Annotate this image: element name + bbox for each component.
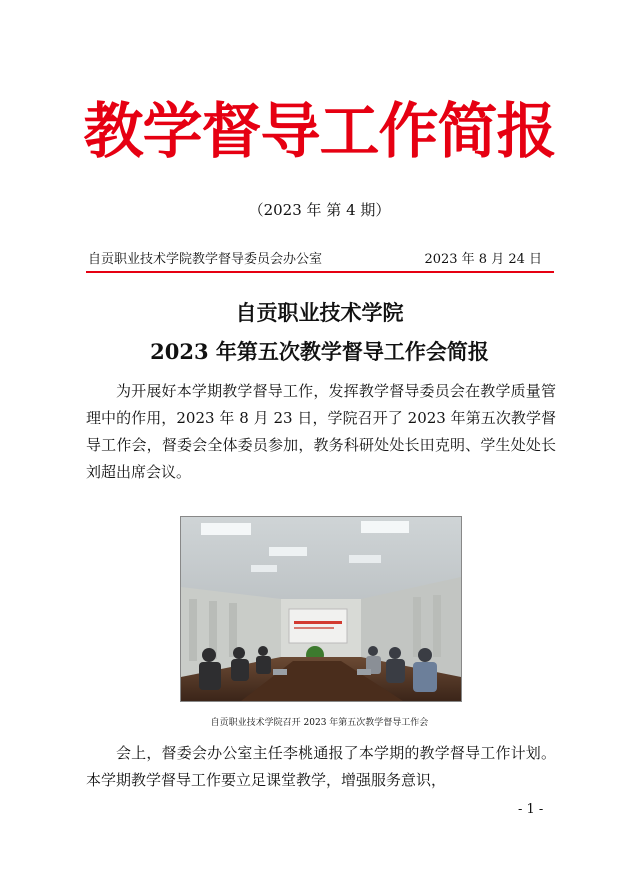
issuing-office: 自贡职业技术学院教学督导委员会办公室	[88, 252, 323, 267]
article-paragraph-2: 会上，督委会办公室主任李桃通报了本学期的教学督导工作计划。本学期教学督导工作要立足课堂教学，增强服务意识，	[86, 744, 556, 789]
article-paragraph-1: 为开展好本学期教学督导工作，发挥教学督导委员会在教学质量管理中的作用，2023 年 8 月 23 日，学院召开了 2023 年第五次教学督导工作会，督委会全体委员参加，教务科研处处长田克明、学生处处长刘超出席会议。	[86, 382, 556, 481]
header-line	[86, 250, 552, 270]
issue-date: 2023 年 8 月 24 日	[424, 252, 542, 267]
meeting-photo-illustration	[181, 517, 461, 701]
issue-number: （2023 年 第 4 期）	[248, 201, 391, 219]
header-red-rule	[86, 271, 554, 273]
meeting-photo	[180, 516, 462, 702]
article-title-line2: 2023 年第五次教学督导工作会简报	[150, 339, 489, 364]
photo-caption: 自贡职业技术学院召开 2023 年第五次教学督导工作会	[210, 718, 429, 728]
article-title-line1: 自贡职业技术学院	[235, 300, 404, 325]
page-number: - 1 -	[518, 802, 544, 817]
masthead-title: 教学督导工作简报	[83, 97, 556, 167]
